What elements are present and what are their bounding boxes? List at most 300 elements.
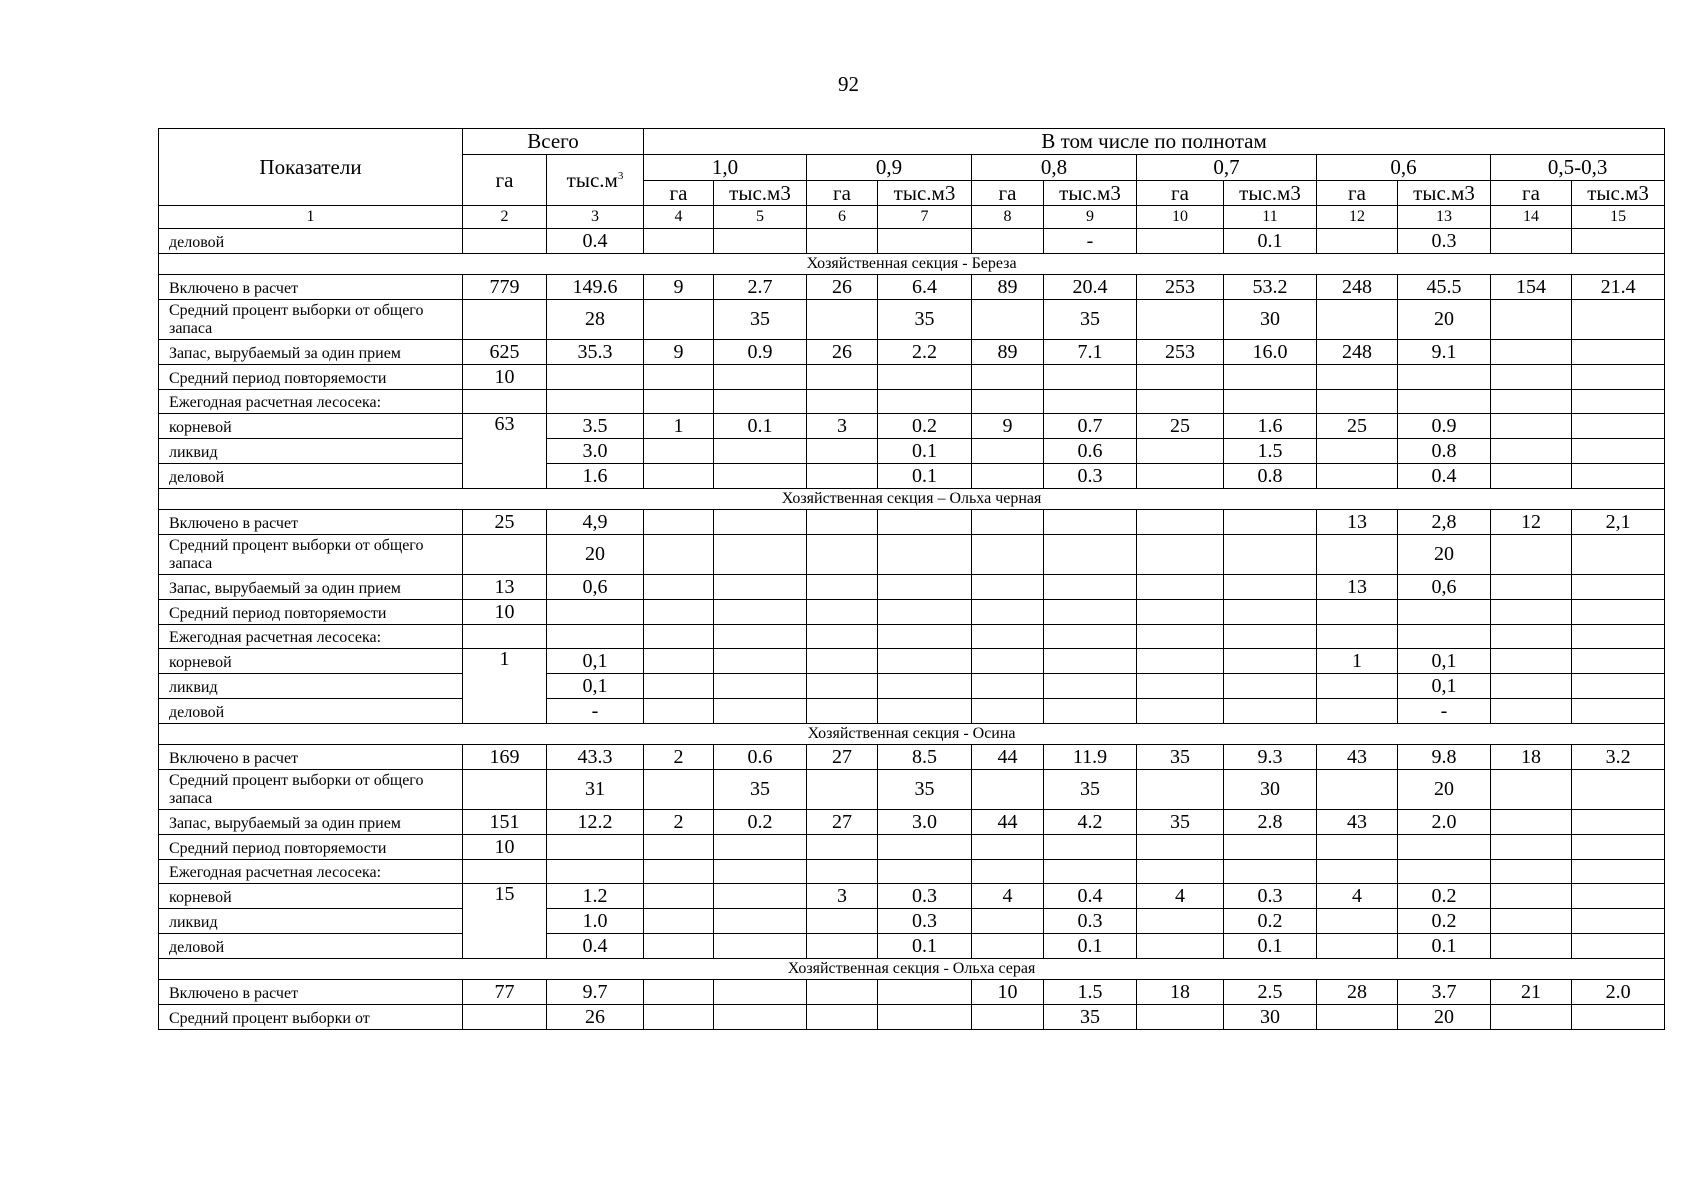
table-cell: 25 [463,510,547,535]
table-cell: 0.1 [878,439,972,464]
row-label: Ежегодная расчетная лесосека: [159,860,463,884]
table-cell: 35 [1044,1005,1137,1030]
table-cell: 0.6 [1044,439,1137,464]
table-cell [1572,390,1665,414]
section-title: Хозяйственная секция – Ольха черная [159,489,1665,510]
table-cell [1572,340,1665,365]
row-label: Включено в расчет [159,745,463,770]
table-cell: 0.3 [1398,229,1491,254]
table-cell: 0.1 [878,934,972,959]
table-cell: 77 [463,980,547,1005]
table-cell [644,464,714,489]
row-label: Запас, вырубаемый за один прием [159,340,463,365]
table-cell [1044,835,1137,860]
table-cell [1044,699,1137,724]
table-cell [644,934,714,959]
table-cell [1317,699,1398,724]
table-cell [1224,674,1317,699]
table-cell: 25 [1137,414,1224,439]
table-cell [972,699,1044,724]
table-cell: 20 [1398,770,1491,810]
table-cell [972,390,1044,414]
table-cell [1572,535,1665,575]
section-title: Хозяйственная секция - Осина [159,724,1665,745]
table-cell: 253 [1137,275,1224,300]
table-cell [1317,300,1398,340]
header-unit-volume: тыс.м3 [878,181,972,206]
table-cell [1224,535,1317,575]
table-cell [1572,810,1665,835]
table-cell: 4.2 [1044,810,1137,835]
table-cell: 0.3 [878,884,972,909]
table-cell [1224,860,1317,884]
table-cell [1398,365,1491,390]
row-label: Средний процент выборки от общего запаса [159,535,463,575]
header-density-2: 0,9 [807,155,972,181]
column-number: 5 [714,206,807,229]
table-cell [1137,1005,1224,1030]
table-row [159,745,1665,770]
header-total-volume: $тыс.м^3$ [547,155,644,206]
table-cell: 21.4 [1572,275,1665,300]
header-density-1: 1,0 [644,155,807,181]
table-cell [547,390,644,414]
table-cell [644,625,714,649]
table-cell [878,600,972,625]
table-cell [1224,699,1317,724]
table-cell [644,699,714,724]
table-row [159,909,1665,934]
table-cell [807,625,878,649]
table-row [159,625,1665,649]
table-cell: 1.6 [547,464,644,489]
table-cell [972,770,1044,810]
table-cell [1572,1005,1665,1030]
table-cell [807,770,878,810]
table-cell [1572,365,1665,390]
table-cell: 2 [644,810,714,835]
table-cell [547,835,644,860]
table-cell [1491,674,1572,699]
table-cell [1224,600,1317,625]
table-cell: 44 [972,810,1044,835]
table-cell [1044,649,1137,674]
table-cell: 1.5 [1044,980,1137,1005]
column-number: 12 [1317,206,1398,229]
table-cell: 253 [1137,340,1224,365]
table-cell [878,575,972,600]
table-cell [878,229,972,254]
header-density-6: 0,5-0,3 [1491,155,1665,181]
header-unit-ha: га [644,181,714,206]
table-cell [463,860,547,884]
table-cell [1491,575,1572,600]
table-cell [1398,860,1491,884]
table-cell: 0,1 [1398,674,1491,699]
table-cell [972,835,1044,860]
row-label: деловой [159,934,463,959]
table-cell [547,860,644,884]
table-cell: 28 [547,300,644,340]
table-cell [807,980,878,1005]
header-unit-volume: тыс.м3 [1398,181,1491,206]
table-cell: 9.3 [1224,745,1317,770]
table-row [159,535,1665,575]
table-cell [1317,909,1398,934]
table-cell [1137,835,1224,860]
table-cell: 9 [644,275,714,300]
table-cell: 35 [714,300,807,340]
table-cell: 0.1 [1398,934,1491,959]
row-label: Включено в расчет [159,275,463,300]
table-cell [1044,510,1137,535]
table-cell [644,860,714,884]
table-cell: 3.2 [1572,745,1665,770]
table-cell: 0.6 [714,745,807,770]
annual-ha-cell: 1 [463,649,547,724]
table-cell: 4 [972,884,1044,909]
table-cell [972,229,1044,254]
table-cell [463,229,547,254]
table-cell: 35 [878,770,972,810]
table-cell [714,535,807,575]
table-cell: 0,1 [547,674,644,699]
table-cell: 4,9 [547,510,644,535]
table-cell [807,860,878,884]
table-cell: 0.2 [1398,909,1491,934]
table-cell [547,365,644,390]
table-cell [1044,600,1137,625]
row-label: корневой [159,884,463,909]
table-cell [1044,674,1137,699]
table-cell [878,625,972,649]
row-label: корневой [159,649,463,674]
header-density-5: 0,6 [1317,155,1491,181]
table-cell [463,535,547,575]
section-row [159,724,1665,745]
table-cell [807,365,878,390]
table-cell: 10 [463,600,547,625]
table-cell: 12.2 [547,810,644,835]
table-cell [1137,770,1224,810]
table-cell [644,980,714,1005]
table-cell: 13 [1317,575,1398,600]
header-unit-volume: тыс.м3 [1572,181,1665,206]
table-cell: 2 [644,745,714,770]
table-cell [878,860,972,884]
table-cell [1491,439,1572,464]
table-cell: 18 [1137,980,1224,1005]
table-cell [463,625,547,649]
table-cell: 27 [807,745,878,770]
table-cell: 0.1 [1224,229,1317,254]
table-row [159,699,1665,724]
table-cell [644,600,714,625]
row-label: Запас, вырубаемый за один прием [159,575,463,600]
table-cell [972,1005,1044,1030]
table-cell: 0.9 [714,340,807,365]
table-cell: 2.8 [1224,810,1317,835]
table-cell: 0.3 [1224,884,1317,909]
column-number: 14 [1491,206,1572,229]
table-cell [1137,860,1224,884]
table-row [159,835,1665,860]
annual-ha-cell: 63 [463,414,547,489]
table-cell: 0.2 [878,414,972,439]
section-title: Хозяйственная секция - Береза [159,254,1665,275]
table-cell: 26 [807,340,878,365]
table-cell [1572,884,1665,909]
table-cell: 0.1 [878,464,972,489]
table-cell: 28 [1317,980,1398,1005]
header-unit-volume: тыс.м3 [1224,181,1317,206]
table-cell [1044,575,1137,600]
table-row [159,575,1665,600]
table-cell [1572,835,1665,860]
column-number: 11 [1224,206,1317,229]
column-number: 1 [159,206,463,229]
table-cell: 35 [1044,300,1137,340]
table-cell: 11.9 [1044,745,1137,770]
row-label: ликвид [159,439,463,464]
header-including: В том числе по полнотам [644,129,1665,155]
header-density-3: 0,8 [972,155,1137,181]
table-cell [1572,770,1665,810]
table-cell [807,1005,878,1030]
table-cell [714,229,807,254]
table-cell: 18 [1491,745,1572,770]
column-number: 8 [972,206,1044,229]
table-cell: 625 [463,340,547,365]
table-cell [1224,510,1317,535]
table-cell: 1.5 [1224,439,1317,464]
table-cell: 1 [1317,649,1398,674]
table-cell [878,699,972,724]
table-row [159,860,1665,884]
table-cell [1317,625,1398,649]
table-cell [1491,884,1572,909]
table-row [159,1005,1665,1030]
table-cell: 30 [1224,770,1317,810]
table-cell: 3.0 [878,810,972,835]
row-label: Средний процент выборки от [159,1005,463,1030]
table-cell: 0.8 [1224,464,1317,489]
header-unit-ha: га [1317,181,1398,206]
table-cell [1491,340,1572,365]
row-label: ликвид [159,674,463,699]
table-cell [1572,649,1665,674]
table-cell [1491,600,1572,625]
table-cell: 6.4 [878,275,972,300]
table-cell [1491,414,1572,439]
table-cell [807,229,878,254]
row-label: деловой [159,464,463,489]
table-cell [644,510,714,535]
table-cell [1398,835,1491,860]
table-cell: 0.3 [1044,909,1137,934]
header-total: Всего [463,129,644,155]
table-cell: 0.1 [714,414,807,439]
table-cell [1572,300,1665,340]
table-cell: 9 [644,340,714,365]
table-cell [1572,909,1665,934]
table-cell [644,884,714,909]
table-cell [1491,229,1572,254]
table-cell: 31 [547,770,644,810]
table-cell [1491,535,1572,575]
row-label: ликвид [159,909,463,934]
table-cell: 27 [807,810,878,835]
table-cell: 0.2 [714,810,807,835]
table-cell [1224,390,1317,414]
column-number: 2 [463,206,547,229]
table-cell: 9 [972,414,1044,439]
table-cell [1491,625,1572,649]
table-cell [1572,439,1665,464]
table-cell [878,1005,972,1030]
table-cell: 779 [463,275,547,300]
table-cell [1491,390,1572,414]
table-cell [1224,365,1317,390]
table-cell: 20 [1398,1005,1491,1030]
column-number: 10 [1137,206,1224,229]
table-cell [1044,365,1137,390]
column-number: 9 [1044,206,1137,229]
table-cell: 0.4 [1044,884,1137,909]
header-unit-volume: тыс.м3 [714,181,807,206]
table-cell [807,909,878,934]
table-cell [1398,625,1491,649]
table-cell: 30 [1224,300,1317,340]
table-cell [1224,835,1317,860]
table-cell [1491,464,1572,489]
column-number: 3 [547,206,644,229]
table-cell [972,535,1044,575]
table-cell [807,535,878,575]
table-cell: 2.7 [714,275,807,300]
table-row [159,810,1665,835]
table-cell: 20 [547,535,644,575]
table-cell [547,600,644,625]
table-cell: - [547,699,644,724]
table-cell [1137,600,1224,625]
table-cell [1317,229,1398,254]
allowable-cut-table [158,128,1665,1030]
table-cell: 45.5 [1398,275,1491,300]
table-cell [878,390,972,414]
table-cell [1044,625,1137,649]
section-title: Хозяйственная секция - Ольха серая [159,959,1665,980]
table-row [159,414,1665,439]
table-cell: 2.0 [1572,980,1665,1005]
table-cell: 1.2 [547,884,644,909]
table-cell [644,390,714,414]
table-row [159,275,1665,300]
table-cell [972,575,1044,600]
table-cell: 10 [463,365,547,390]
table-cell: 10 [972,980,1044,1005]
table-cell: 13 [1317,510,1398,535]
header-total-ha: га [463,155,547,206]
table-cell: 3 [807,414,878,439]
table-cell [1137,649,1224,674]
table-cell [1137,439,1224,464]
table-cell: 9.7 [547,980,644,1005]
row-label: Средний период повторяемости [159,835,463,860]
table-cell [1137,464,1224,489]
section-row [159,489,1665,510]
table-cell: 2.0 [1398,810,1491,835]
table-cell [714,439,807,464]
table-cell [1491,1005,1572,1030]
table-cell [714,835,807,860]
row-label: Средний период повторяемости [159,600,463,625]
table-cell [1317,934,1398,959]
table-cell: 1.6 [1224,414,1317,439]
table-cell [1137,535,1224,575]
table-cell [644,649,714,674]
table-cell [1137,699,1224,724]
table-cell [463,1005,547,1030]
table-cell [1572,229,1665,254]
row-label: Средний процент выборки от общего запаса [159,770,463,810]
table-cell: 43.3 [547,745,644,770]
table-cell: 53.2 [1224,275,1317,300]
table-cell: 0.4 [1398,464,1491,489]
table-cell [972,600,1044,625]
table-cell [1491,934,1572,959]
table-cell [714,980,807,1005]
header-indicators: Показатели [159,129,463,206]
table-cell: 7.1 [1044,340,1137,365]
table-cell: 0.8 [1398,439,1491,464]
table-cell [807,390,878,414]
table-cell: 0.2 [1224,909,1317,934]
table-cell [1398,600,1491,625]
table-row [159,980,1665,1005]
table-cell: 0,6 [1398,575,1491,600]
table-cell [644,575,714,600]
table-cell [1317,674,1398,699]
table-cell [1317,860,1398,884]
table-cell [1317,390,1398,414]
table-cell [1572,674,1665,699]
table-cell [644,535,714,575]
table-cell: 43 [1317,810,1398,835]
table-cell [1491,365,1572,390]
table-row [159,600,1665,625]
table-row [159,510,1665,535]
table-cell [1137,300,1224,340]
table-cell: 35 [1137,810,1224,835]
table-cell [714,860,807,884]
table-cell: 35 [878,300,972,340]
table-cell: 0.2 [1398,884,1491,909]
table-cell: 0.3 [878,909,972,934]
table-cell: 20 [1398,300,1491,340]
table-cell [878,510,972,535]
header-unit-ha: га [972,181,1044,206]
row-label: деловой [159,229,463,254]
row-label: Включено в расчет [159,510,463,535]
header-unit-volume: тыс.м3 [1044,181,1137,206]
table-cell [1224,625,1317,649]
table-cell [1491,770,1572,810]
table-cell [1224,575,1317,600]
table-cell [1137,674,1224,699]
table-cell [1491,909,1572,934]
table-cell: 0.1 [1224,934,1317,959]
